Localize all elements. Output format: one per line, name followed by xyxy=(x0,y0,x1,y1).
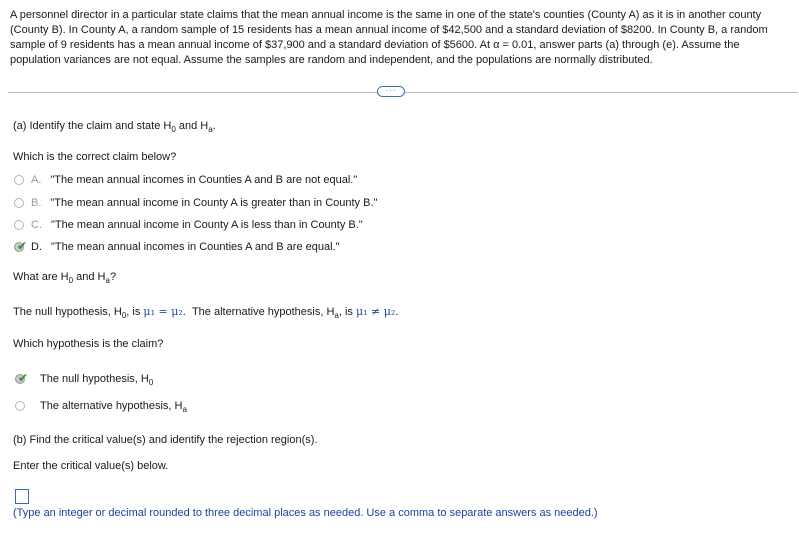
option-letter: D. xyxy=(31,241,42,253)
radio-c[interactable] xyxy=(14,220,24,230)
null-hypothesis-expression: μ₁ = μ₂ xyxy=(143,305,183,318)
option-letter: C. xyxy=(31,219,42,231)
problem-statement: A personnel director in a particular state claims that the mean annual income is the same in one of the state's counties (County A) as it is in another county (County B). In County A, a random sample of 15 residents has a mean annual income of $42,500 and a standard deviation of $8200. In County B, a random sample of 9 residents has a mean annual income of $37,900 and a standard deviation of $5600. At α = 0.01, answer parts (a) through (e). Assume the population variances are not equal. Assume the samples are random and independent, and the populations are normally distributed. xyxy=(10,9,768,66)
option-letter: A. xyxy=(31,174,42,186)
part-a-prompt: (a) Identify the claim and state $H_0$ and $H_a$. xyxy=(13,120,216,134)
checkmark-icon: ✔ xyxy=(18,371,29,385)
radio-null[interactable] xyxy=(15,371,29,385)
claim-question: Which is the correct claim below? xyxy=(13,151,177,163)
option-d[interactable] xyxy=(14,240,340,254)
hypotheses-question: What are $H_0$ and $H_a$? xyxy=(13,271,117,285)
option-text: "The mean annual incomes in Counties A and B are equal." xyxy=(51,241,340,253)
which-hypothesis-question: Which hypothesis is the claim? xyxy=(13,338,164,350)
critical-value-input[interactable] xyxy=(15,489,29,504)
claim-choice-null[interactable] xyxy=(15,372,153,386)
part-b-instruction: Enter the critical value(s) below. xyxy=(13,460,169,472)
option-a[interactable] xyxy=(14,173,357,187)
radio-alternative[interactable] xyxy=(15,401,25,411)
claim-choice-alternative[interactable] xyxy=(15,399,187,413)
checkmark-icon: ✔ xyxy=(17,239,28,253)
option-letter: B. xyxy=(31,197,42,209)
radio-a[interactable] xyxy=(14,175,24,185)
option-text: "The mean annual income in County A is less than in County B." xyxy=(51,219,363,231)
answer-format-hint: (Type an integer or decimal rounded to three decimal places as needed. Use a comma to separate answers as needed.) xyxy=(13,507,598,519)
claim-choice-label: The alternative hypothesis, $H_a$ xyxy=(40,400,187,414)
option-text: "The mean annual incomes in Counties A and B are not equal." xyxy=(50,174,358,186)
radio-d[interactable] xyxy=(14,239,28,253)
option-c[interactable] xyxy=(14,218,363,232)
hypotheses-statement: The null hypothesis, $H_0$, is μ₁ = μ₂. The alternative hypothesis, $H_a$, is μ₁ ≠ μ₂. xyxy=(13,305,399,320)
claim-choice-label: The null hypothesis, $H_0$ xyxy=(40,373,154,387)
alternative-hypothesis-expression: μ₁ ≠ μ₂ xyxy=(355,305,396,318)
option-b[interactable] xyxy=(14,196,377,210)
part-b-prompt: (b) Find the critical value(s) and identify the rejection region(s). xyxy=(13,434,318,446)
radio-b[interactable] xyxy=(14,198,24,208)
expand-button[interactable]: ··· xyxy=(377,86,405,97)
option-text: "The mean annual income in County A is greater than in County B." xyxy=(50,197,378,209)
